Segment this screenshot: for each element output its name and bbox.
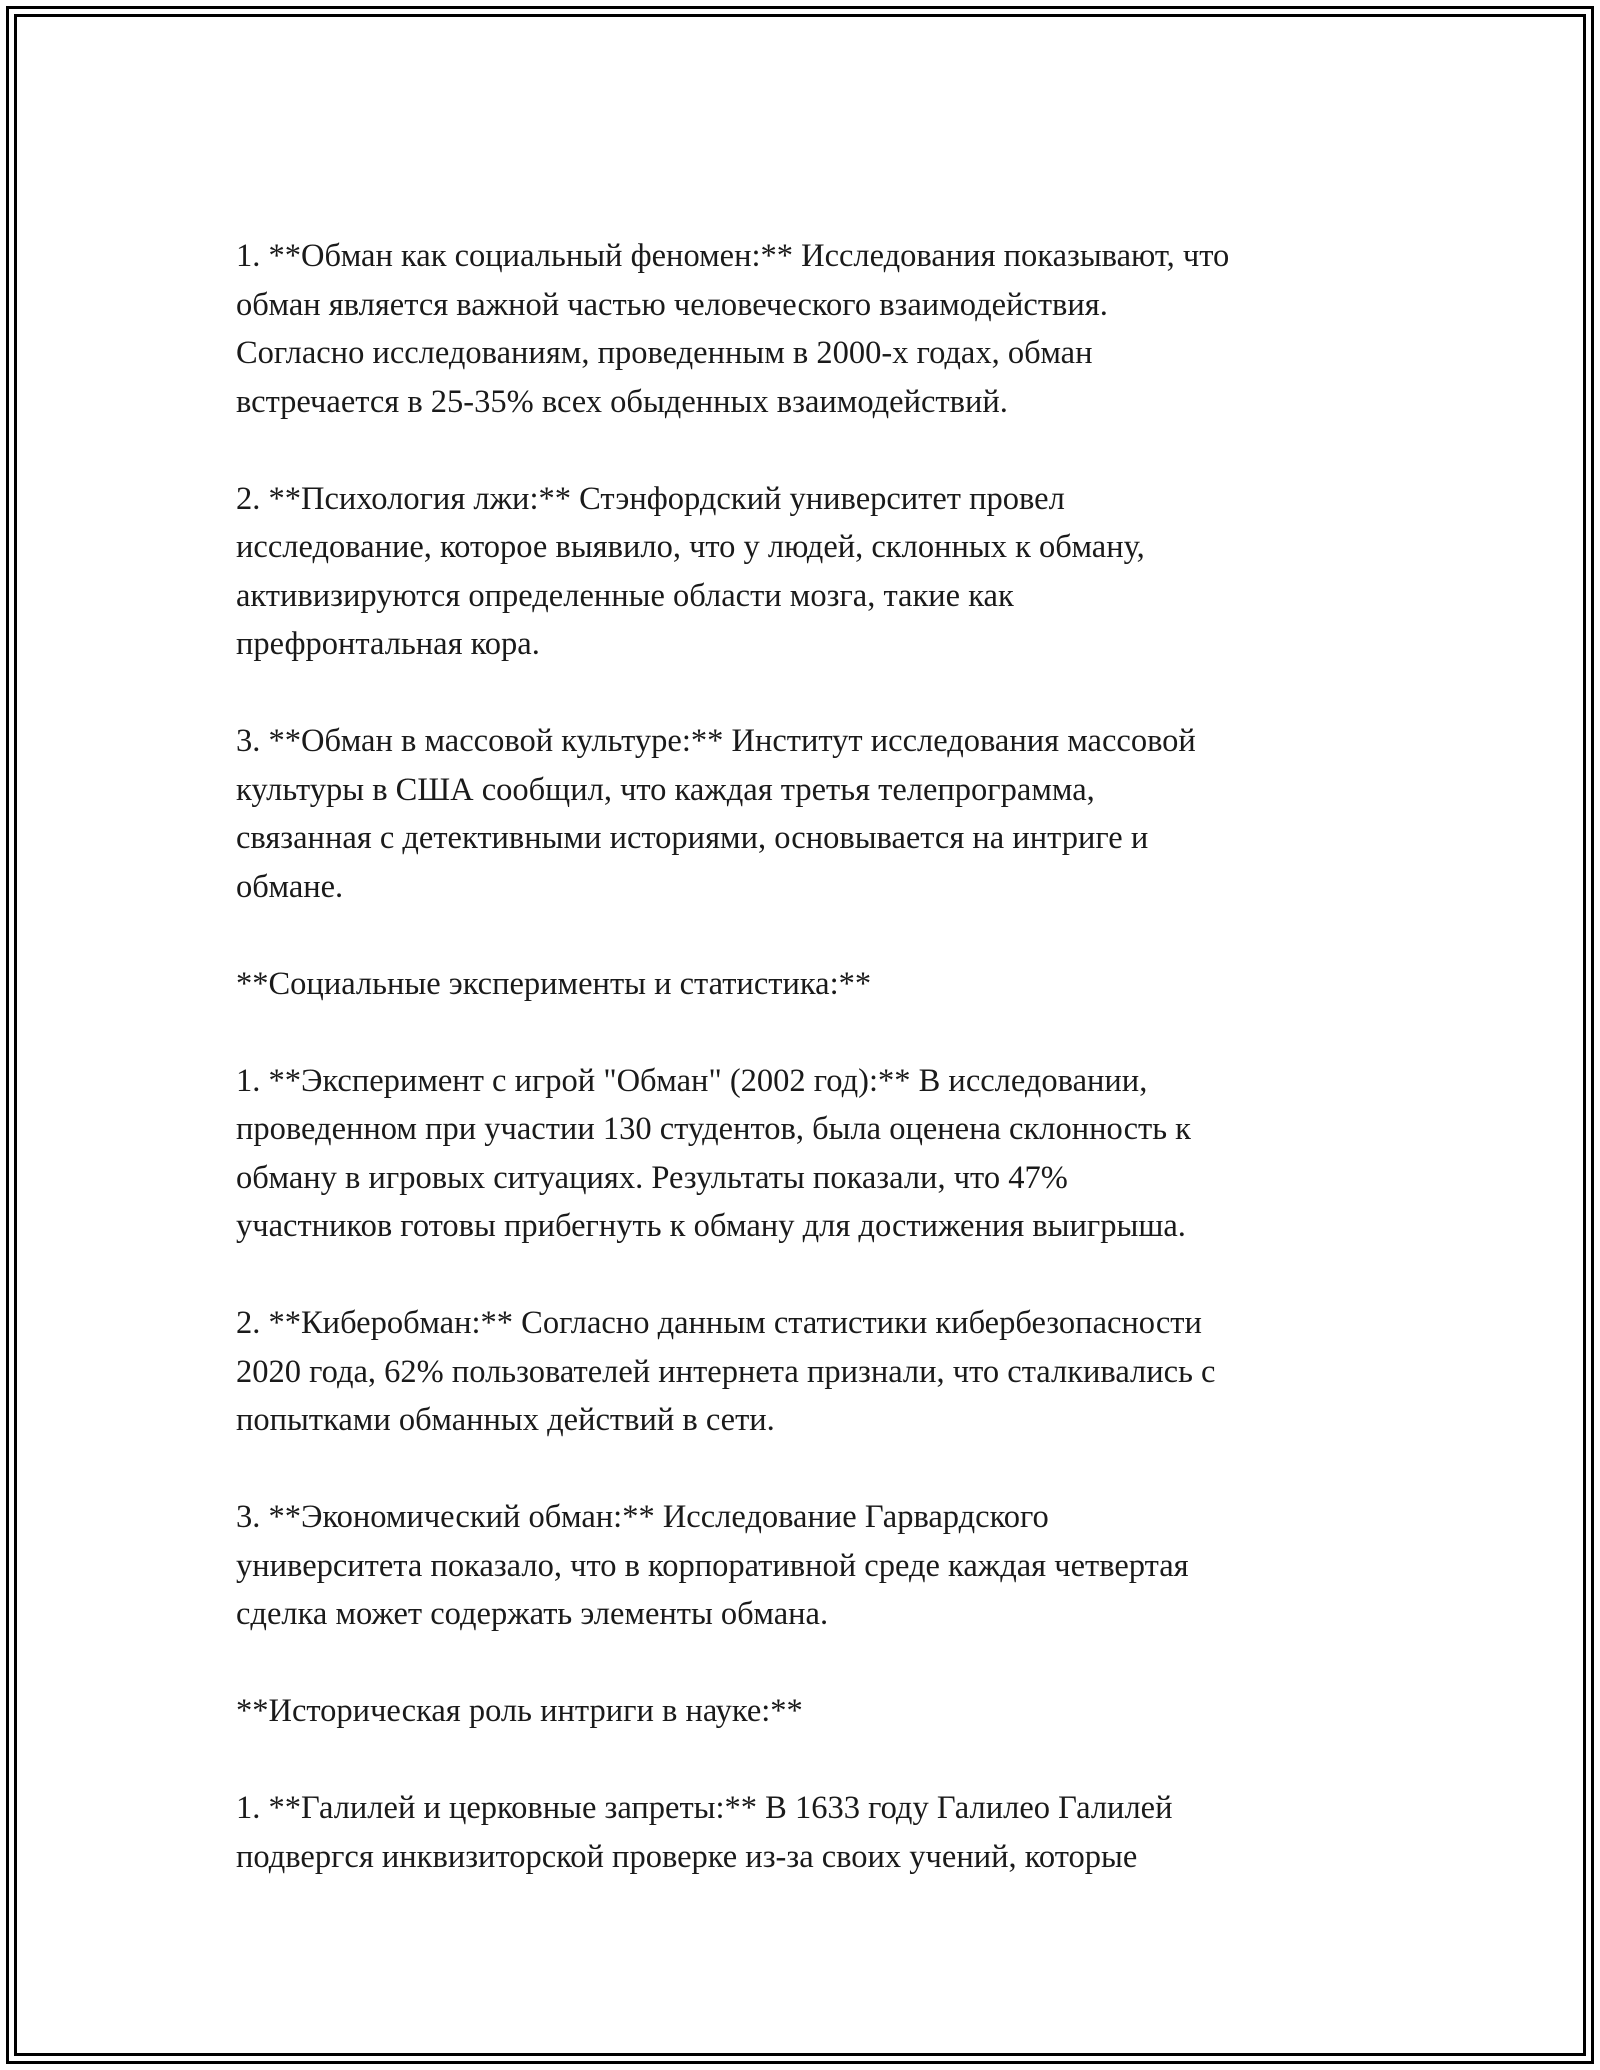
paragraph-psychology-of-lies: 2. **Психология лжи:** Стэнфордский университет провел исследование, которое выявило, что у людей, склонных к обману, активизируются определенные области мозга, такие как префронтальная кора. — [236, 480, 1145, 662]
paragraph-galileo: 1. **Галилей и церковные запреты:** В 1633 году Галилео Галилей подвергся инквизиторской проверке из-за своих учений, которые — [236, 1790, 1173, 1875]
section-heading-historical-role: **Историческая роль интриги в науке:** — [236, 1693, 803, 1729]
paragraph-deception-mass-culture: 3. **Обман в массовой культуре:** Институт исследования массовой культуры в США сообщил, что каждая третья телепрограмма, связанная с детективными историями, основывается на интриге и обмане. — [236, 723, 1196, 905]
paragraph-game-experiment: 1. **Эксперимент с игрой "Обман" (2002 год):** В исследовании, проведенном при участии 130 студентов, была оценена склонность к обману в игровых ситуациях. Результаты показали, что 47% участников готовы прибегнуть к обману для достижения выигрыша. — [236, 1062, 1191, 1244]
document-body — [236, 232, 1386, 1930]
paragraph-deception-social-phenomenon: 1. **Обман как социальный феномен:** Исследования показывают, что обман является важной частью человеческого взаимодействия. Согласно исследованиям, проведенным в 2000-х годах, обман встречается в 25-35% всех обыденных взаимодействий. — [236, 238, 1230, 420]
paragraph-economic-deception: 3. **Экономический обман:** Исследование Гарвардского университета показало, что в корпоративной среде каждая четвертая сделка может содержать элементы обмана. — [236, 1499, 1189, 1632]
section-heading-social-experiments: **Социальные эксперименты и статистика:** — [236, 965, 872, 1002]
paragraph-cyber-deception: 2. **Киберобман:** Согласно данным статистики кибербезопасности 2020 года, 62% пользователей интернета признали, что сталкивались с попытками обманных действий в сети. — [236, 1305, 1216, 1438]
